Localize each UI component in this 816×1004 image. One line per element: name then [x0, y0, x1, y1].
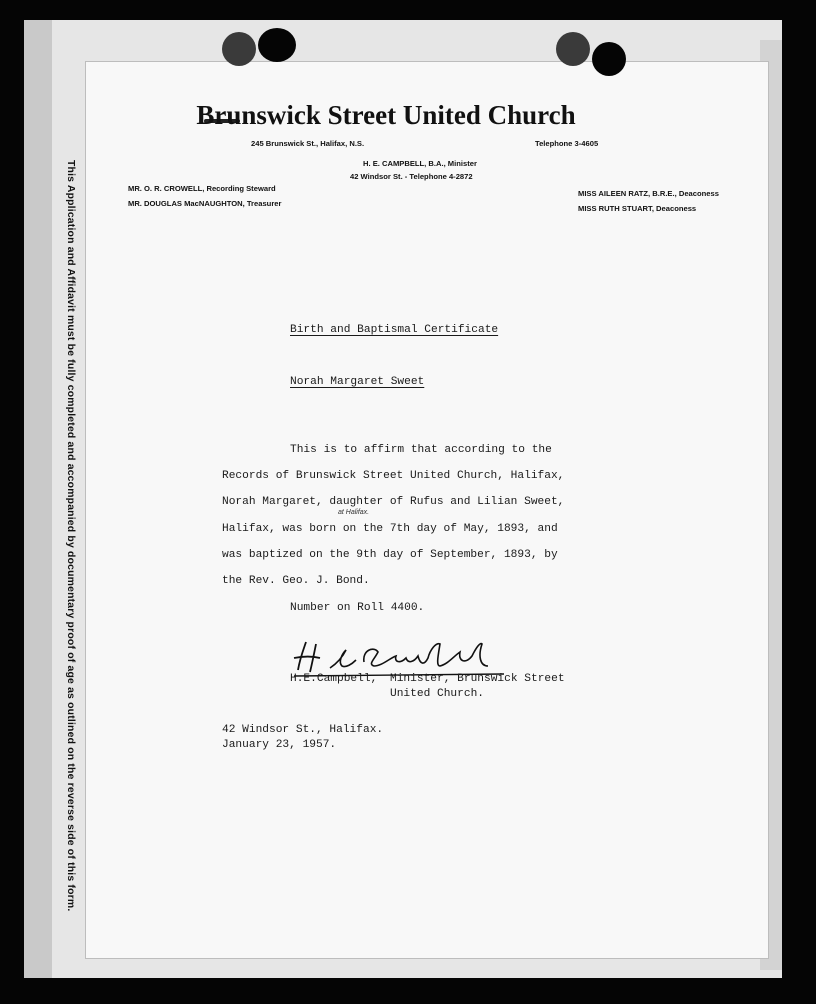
margin-instruction: This Application and Affidavit must be fully completed and accompanied by documentary proof of age as outlined on the reverse side of this form.	[65, 160, 76, 912]
signer-title-2: United Church.	[390, 688, 484, 700]
deaconess-stuart: MISS RUTH STUART, Deaconess	[578, 204, 697, 213]
signer-title-1: Minister, Brunswick Street	[390, 673, 565, 685]
handwritten-signature	[290, 636, 510, 678]
treasurer: MR. DOUGLAS MacNAUGHTON, Treasurer	[128, 199, 282, 208]
signer-name: H.E.Campbell,	[290, 673, 378, 685]
certificate-line-2: Records of Brunswick Street United Church, Halifax,	[222, 470, 565, 482]
certificate-line-5: was baptized on the 9th day of September, 1893, by	[222, 549, 558, 561]
certificate-title: Birth and Baptismal Certificate	[290, 324, 499, 336]
recording-steward: MR. O. R. CROWELL, Recording Steward	[128, 184, 276, 193]
church-name: Brunswick Street United Church	[196, 100, 576, 130]
certificate-line-3: Norah Margaret, daughter of Rufus and Lilian Sweet,	[222, 496, 565, 508]
certificate-line-6: the Rev. Geo. J. Bond.	[222, 575, 370, 587]
footer-address: 42 Windsor St., Halifax.	[222, 724, 384, 736]
deaconess-ratz: MISS AILEEN RATZ, B.R.E., Deaconess	[578, 189, 719, 198]
footer-date: January 23, 1957.	[222, 739, 337, 751]
punch-hole-right-inner	[592, 42, 626, 76]
roll-number: Number on Roll 4400.	[290, 602, 425, 614]
back-form-margin	[24, 20, 52, 978]
punch-hole-left	[222, 32, 256, 66]
certificate-subject-name: Norah Margaret Sweet	[290, 376, 425, 388]
minister-line: H. E. CAMPBELL, B.A., Minister	[363, 159, 477, 168]
church-telephone: Telephone 3-4605	[535, 139, 599, 148]
punch-hole-right	[556, 32, 590, 66]
certificate-line-1: This is to affirm that according to the	[290, 444, 552, 456]
certificate-line-4: Halifax, was born on the 7th day of May, 1893, and	[222, 523, 558, 535]
punch-hole-left-inner	[258, 28, 296, 62]
minister-address: 42 Windsor St. - Telephone 4-2872	[350, 172, 473, 181]
handwritten-insert: at Halifax.	[338, 509, 370, 516]
church-address: 245 Brunswick St., Halifax, N.S.	[251, 139, 365, 148]
